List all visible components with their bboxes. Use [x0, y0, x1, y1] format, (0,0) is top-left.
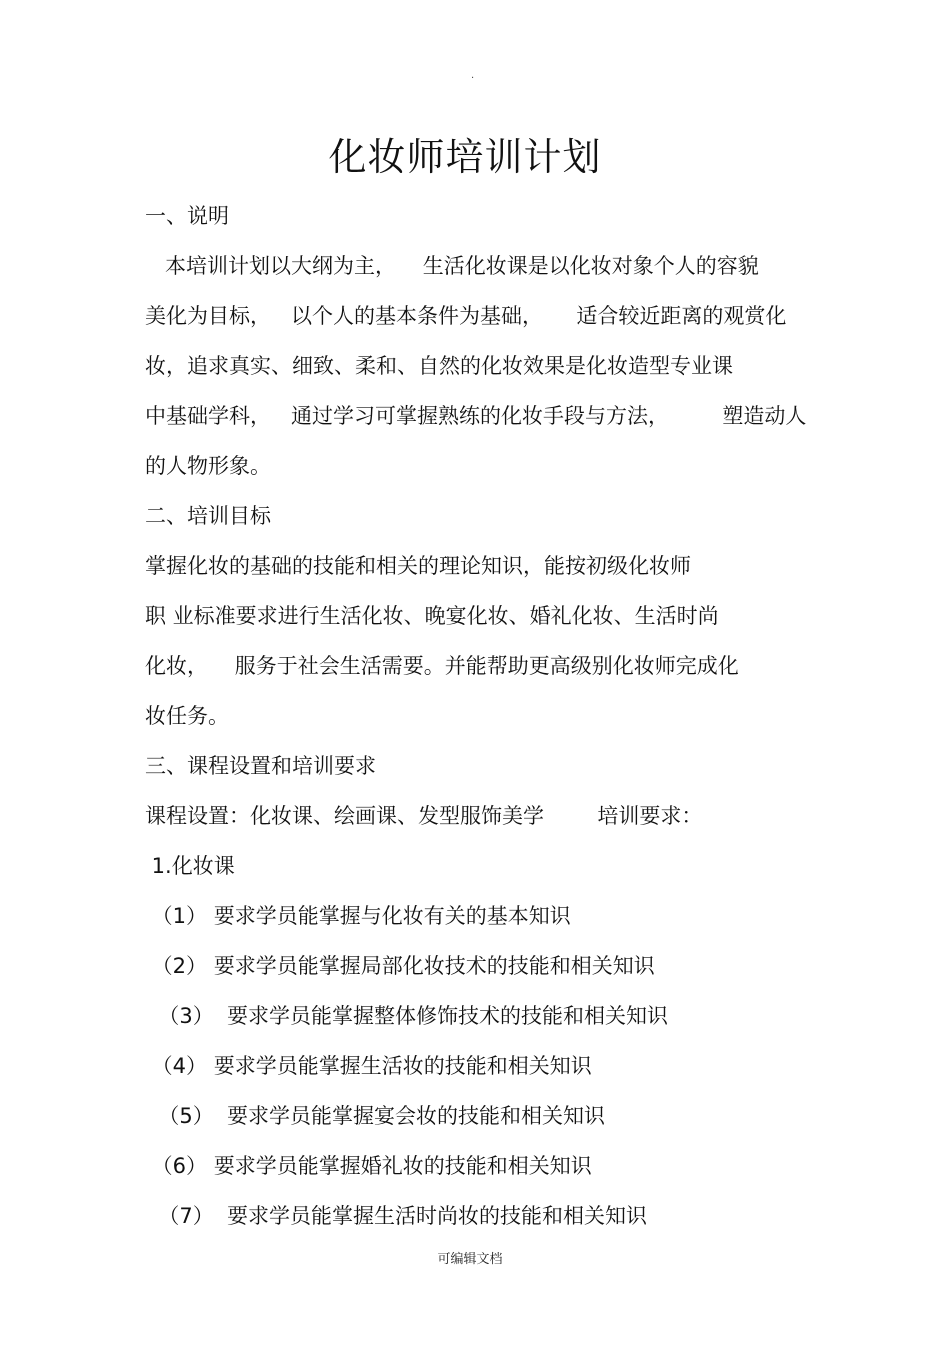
subsection-heading: 1.化妆课 [145, 854, 235, 878]
list-item: （3） 要求学员能掌握整体修饰技术的技能和相关知识 [145, 1004, 669, 1028]
list-item: （6） 要求学员能掌握婚礼妆的技能和相关知识 [145, 1154, 592, 1178]
body-line: 妆任务。 [145, 704, 229, 728]
body-line: 中基础学科， 通过学习可掌握熟练的化妆手段与方法， 塑造动人 [145, 404, 807, 428]
body-line: 职 业标准要求进行生活化妆、晚宴化妆、婚礼化妆、生活时尚 [145, 604, 719, 628]
header-mark: . [471, 70, 475, 81]
body-line: 妆，追求真实、细致、柔和、自然的化妆效果是化妆造型专业课 [145, 354, 733, 378]
footer-note: 可编辑文档 [437, 1252, 503, 1267]
list-item: （5） 要求学员能掌握宴会妆的技能和相关知识 [145, 1104, 606, 1128]
body-line: 化妆， 服务于社会生活需要。并能帮助更高级别化妆师完成化 [145, 654, 739, 678]
body-line: 本培训计划以大纲为主， 生活化妆课是以化妆对象个人的容貌 [145, 254, 759, 278]
document-title: 化妆师培训计划 [328, 135, 602, 179]
list-item: （7） 要求学员能掌握生活时尚妆的技能和相关知识 [145, 1204, 648, 1228]
list-item: （4） 要求学员能掌握生活妆的技能和相关知识 [145, 1054, 592, 1078]
section-heading-3: 三、课程设置和培训要求 [145, 754, 376, 778]
body-line: 课程设置：化妆课、绘画课、发型服饰美学 培训要求： [145, 804, 703, 828]
body-line: 美化为目标， 以个人的基本条件为基础， 适合较近距离的观赏化 [145, 304, 787, 328]
section-heading-2: 二、培训目标 [145, 504, 271, 528]
list-item: （1） 要求学员能掌握与化妆有关的基本知识 [145, 904, 571, 928]
section-heading-1: 一、说明 [145, 204, 229, 228]
list-item: （2） 要求学员能掌握局部化妆技术的技能和相关知识 [145, 954, 655, 978]
body-line: 的人物形象。 [145, 454, 271, 478]
body-line: 掌握化妆的基础的技能和相关的理论知识，能按初级化妆师 [145, 554, 691, 578]
